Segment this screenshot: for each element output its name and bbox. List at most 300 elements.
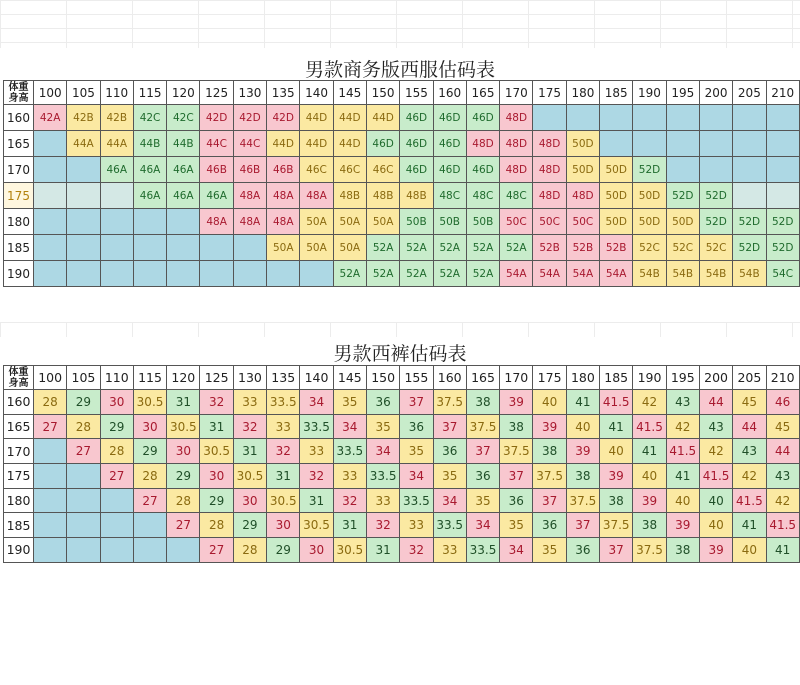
size-cell: 48D [533, 157, 566, 183]
size-cell: 41 [766, 538, 799, 563]
size-cell: 37.5 [433, 390, 466, 415]
size-cell: 39 [533, 414, 566, 439]
empty-cell [200, 261, 233, 287]
table-row [4, 390, 800, 415]
size-cell: 30.5 [300, 513, 333, 538]
size-cell: 41.5 [766, 513, 799, 538]
size-cell: 44D [267, 131, 300, 157]
size-cell: 30.5 [333, 538, 366, 563]
trousers-size-chart [3, 365, 800, 563]
size-cell: 48A [233, 209, 266, 235]
empty-cell [34, 488, 67, 513]
weight-column-header: 125 [200, 366, 233, 390]
size-cell: 33.5 [300, 414, 333, 439]
empty-cell [267, 261, 300, 287]
size-cell: 52D [666, 183, 699, 209]
size-cell: 31 [267, 464, 300, 489]
empty-cell [34, 183, 67, 209]
size-cell: 50D [600, 157, 633, 183]
size-cell: 37 [400, 390, 433, 415]
size-cell: 50D [633, 209, 666, 235]
size-cell: 34 [433, 488, 466, 513]
empty-cell [167, 209, 200, 235]
size-cell: 43 [699, 414, 732, 439]
size-cell: 52B [566, 235, 599, 261]
size-cell: 50D [566, 131, 599, 157]
empty-cell [34, 261, 67, 287]
size-cell: 34 [466, 513, 499, 538]
height-row-header: 180 [4, 488, 34, 513]
weight-column-header: 165 [466, 81, 499, 105]
size-cell: 50D [633, 183, 666, 209]
table-row [4, 209, 800, 235]
height-row-header: 190 [4, 538, 34, 563]
table-row [4, 513, 800, 538]
weight-column-header: 130 [233, 366, 266, 390]
size-cell: 52D [699, 209, 732, 235]
weight-column-header: 115 [133, 81, 166, 105]
size-cell: 46D [466, 157, 499, 183]
size-cell: 46A [133, 183, 166, 209]
size-cell: 37 [600, 538, 633, 563]
size-cell: 37 [433, 414, 466, 439]
size-cell: 41 [600, 414, 633, 439]
size-cell: 44D [366, 105, 399, 131]
empty-cell [34, 439, 67, 464]
spreadsheet-gridlines-middle [0, 322, 800, 337]
size-cell: 41.5 [600, 390, 633, 415]
empty-cell [67, 209, 100, 235]
size-cell: 36 [533, 513, 566, 538]
size-cell: 45 [733, 390, 766, 415]
empty-cell [167, 235, 200, 261]
size-cell: 32 [300, 464, 333, 489]
height-row-header: 180 [4, 209, 34, 235]
size-cell: 52A [500, 235, 533, 261]
size-cell: 41.5 [699, 464, 732, 489]
size-cell: 32 [366, 513, 399, 538]
empty-cell [200, 235, 233, 261]
size-cell: 32 [400, 538, 433, 563]
size-cell: 32 [267, 439, 300, 464]
size-cell: 42D [267, 105, 300, 131]
size-cell: 34 [500, 538, 533, 563]
size-cell: 34 [366, 439, 399, 464]
empty-cell [566, 105, 599, 131]
empty-cell [633, 105, 666, 131]
empty-cell [766, 183, 799, 209]
size-cell: 37.5 [566, 488, 599, 513]
size-cell: 50C [566, 209, 599, 235]
size-cell: 52C [699, 235, 732, 261]
size-cell: 33 [300, 439, 333, 464]
size-cell: 33.5 [267, 390, 300, 415]
size-cell: 54B [666, 261, 699, 287]
size-cell: 34 [300, 390, 333, 415]
suit-size-chart-title: 男款商务版西服估码表 [304, 59, 495, 81]
size-cell: 38 [566, 464, 599, 489]
empty-cell [167, 538, 200, 563]
size-cell: 48B [333, 183, 366, 209]
size-cell: 37.5 [533, 464, 566, 489]
size-cell: 44A [100, 131, 133, 157]
height-row-header: 170 [4, 157, 34, 183]
size-cell: 27 [200, 538, 233, 563]
weight-column-header: 190 [633, 81, 666, 105]
size-cell: 52D [733, 235, 766, 261]
size-cell: 37 [533, 488, 566, 513]
table-row [4, 488, 800, 513]
size-cell: 45 [766, 414, 799, 439]
empty-cell [167, 261, 200, 287]
size-cell: 37.5 [500, 439, 533, 464]
size-cell: 52C [666, 235, 699, 261]
height-row-header: 165 [4, 131, 34, 157]
size-cell: 30 [167, 439, 200, 464]
table-row [4, 538, 800, 563]
size-cell: 39 [633, 488, 666, 513]
size-cell: 30 [200, 464, 233, 489]
size-cell: 38 [600, 488, 633, 513]
size-cell: 48A [300, 183, 333, 209]
empty-cell [67, 538, 100, 563]
size-cell: 50A [366, 209, 399, 235]
weight-column-header: 160 [433, 81, 466, 105]
size-cell: 31 [366, 538, 399, 563]
size-cell: 48D [500, 105, 533, 131]
size-cell: 46A [167, 183, 200, 209]
size-cell: 31 [167, 390, 200, 415]
height-row-header: 175 [4, 183, 34, 209]
size-cell: 33 [333, 464, 366, 489]
empty-cell [699, 105, 732, 131]
size-cell: 46D [433, 131, 466, 157]
weight-column-header: 100 [34, 366, 67, 390]
size-cell: 52D [766, 209, 799, 235]
table-row [4, 464, 800, 489]
empty-cell [67, 183, 100, 209]
empty-cell [300, 261, 333, 287]
size-cell: 39 [600, 464, 633, 489]
size-cell: 46A [133, 157, 166, 183]
size-cell: 37.5 [600, 513, 633, 538]
empty-cell [100, 488, 133, 513]
weight-column-header: 135 [267, 366, 300, 390]
empty-cell [766, 105, 799, 131]
size-cell: 36 [433, 439, 466, 464]
size-cell: 48C [433, 183, 466, 209]
size-cell: 34 [333, 414, 366, 439]
size-cell: 52D [699, 183, 732, 209]
height-row-header: 185 [4, 235, 34, 261]
size-cell: 29 [100, 414, 133, 439]
size-cell: 50A [300, 209, 333, 235]
size-cell: 54A [600, 261, 633, 287]
empty-cell [100, 538, 133, 563]
size-cell: 43 [766, 464, 799, 489]
weight-axis-label: 体重 [8, 366, 29, 378]
size-cell: 28 [67, 414, 100, 439]
empty-cell [666, 157, 699, 183]
size-cell: 42 [633, 390, 666, 415]
empty-cell [34, 538, 67, 563]
size-cell: 30.5 [200, 439, 233, 464]
size-cell: 39 [566, 439, 599, 464]
weight-column-header: 175 [533, 366, 566, 390]
weight-column-header: 185 [600, 81, 633, 105]
weight-column-header: 135 [267, 81, 300, 105]
empty-cell [699, 131, 732, 157]
empty-cell [666, 105, 699, 131]
weight-column-header: 195 [666, 81, 699, 105]
size-cell: 35 [500, 513, 533, 538]
empty-cell [34, 235, 67, 261]
size-cell: 52A [333, 261, 366, 287]
weight-column-header: 190 [633, 366, 666, 390]
size-cell: 50D [600, 209, 633, 235]
size-cell: 52D [633, 157, 666, 183]
size-cell: 50A [300, 235, 333, 261]
size-cell: 42 [733, 464, 766, 489]
size-cell: 54A [533, 261, 566, 287]
size-cell: 48B [400, 183, 433, 209]
size-cell: 52A [366, 261, 399, 287]
empty-cell [133, 209, 166, 235]
size-cell: 44D [333, 105, 366, 131]
weight-column-header: 180 [566, 81, 599, 105]
empty-cell [733, 183, 766, 209]
size-cell: 50C [500, 209, 533, 235]
size-cell: 48A [233, 183, 266, 209]
weight-column-header: 125 [200, 81, 233, 105]
empty-cell [67, 261, 100, 287]
empty-cell [100, 209, 133, 235]
size-cell: 46D [366, 131, 399, 157]
size-cell: 30.5 [167, 414, 200, 439]
size-cell: 30 [100, 390, 133, 415]
empty-cell [34, 131, 67, 157]
size-cell: 28 [167, 488, 200, 513]
size-cell: 52C [633, 235, 666, 261]
trousers-size-chart-title: 男款西裤估码表 [333, 343, 467, 365]
size-cell: 35 [400, 439, 433, 464]
size-cell: 48C [500, 183, 533, 209]
height-row-header: 165 [4, 414, 34, 439]
size-cell: 50D [566, 157, 599, 183]
trousers-header-row [4, 366, 800, 390]
empty-cell [34, 513, 67, 538]
weight-column-header: 200 [699, 366, 732, 390]
size-cell: 48B [366, 183, 399, 209]
weight-column-header: 170 [500, 81, 533, 105]
size-cell: 40 [600, 439, 633, 464]
empty-cell [100, 261, 133, 287]
size-cell: 50C [533, 209, 566, 235]
size-cell: 52A [466, 261, 499, 287]
empty-cell [633, 131, 666, 157]
size-cell: 44B [133, 131, 166, 157]
size-cell: 27 [100, 464, 133, 489]
weight-column-header: 145 [333, 366, 366, 390]
size-cell: 29 [67, 390, 100, 415]
empty-cell [733, 105, 766, 131]
size-cell: 35 [333, 390, 366, 415]
size-cell: 43 [666, 390, 699, 415]
size-cell: 52D [766, 235, 799, 261]
size-cell: 31 [233, 439, 266, 464]
weight-column-header: 185 [600, 366, 633, 390]
size-cell: 35 [533, 538, 566, 563]
size-cell: 42C [133, 105, 166, 131]
size-cell: 37 [466, 439, 499, 464]
size-cell: 33.5 [333, 439, 366, 464]
size-cell: 43 [733, 439, 766, 464]
empty-cell [133, 261, 166, 287]
weight-column-header: 120 [167, 366, 200, 390]
size-cell: 46A [167, 157, 200, 183]
size-cell: 32 [233, 414, 266, 439]
size-cell: 41 [633, 439, 666, 464]
size-cell: 50A [333, 209, 366, 235]
weight-column-header: 200 [699, 81, 732, 105]
size-cell: 52B [533, 235, 566, 261]
size-cell: 40 [733, 538, 766, 563]
weight-column-header: 110 [100, 366, 133, 390]
size-cell: 54A [566, 261, 599, 287]
size-cell: 42D [200, 105, 233, 131]
size-cell: 40 [666, 488, 699, 513]
size-cell: 41 [733, 513, 766, 538]
size-cell: 52A [433, 235, 466, 261]
size-cell: 38 [633, 513, 666, 538]
weight-column-header: 100 [34, 81, 67, 105]
size-cell: 36 [366, 390, 399, 415]
size-cell: 50D [666, 209, 699, 235]
table-row [4, 157, 800, 183]
size-cell: 48D [500, 131, 533, 157]
size-cell: 37.5 [466, 414, 499, 439]
size-cell: 52B [600, 235, 633, 261]
size-cell: 40 [699, 488, 732, 513]
size-cell: 37 [566, 513, 599, 538]
weight-height-corner-cell [4, 366, 34, 390]
size-cell: 33 [366, 488, 399, 513]
size-cell: 48D [566, 183, 599, 209]
size-cell: 46B [233, 157, 266, 183]
empty-cell [67, 513, 100, 538]
empty-cell [100, 235, 133, 261]
size-cell: 44D [300, 105, 333, 131]
size-cell: 28 [34, 390, 67, 415]
table-row [4, 439, 800, 464]
size-cell: 30 [233, 488, 266, 513]
weight-column-header: 155 [400, 366, 433, 390]
size-cell: 36 [500, 488, 533, 513]
size-cell: 33 [433, 538, 466, 563]
empty-cell [67, 235, 100, 261]
size-cell: 33.5 [466, 538, 499, 563]
size-cell: 46D [400, 131, 433, 157]
empty-cell [600, 131, 633, 157]
size-cell: 46A [100, 157, 133, 183]
empty-cell [533, 105, 566, 131]
empty-cell [766, 157, 799, 183]
size-cell: 52A [400, 261, 433, 287]
size-cell: 42 [699, 439, 732, 464]
size-cell: 28 [233, 538, 266, 563]
weight-column-header: 160 [433, 366, 466, 390]
size-cell: 46B [267, 157, 300, 183]
size-cell: 31 [333, 513, 366, 538]
size-cell: 33.5 [366, 464, 399, 489]
weight-column-header: 165 [466, 366, 499, 390]
empty-cell [766, 131, 799, 157]
size-cell: 27 [167, 513, 200, 538]
empty-cell [34, 157, 67, 183]
size-cell: 44A [67, 131, 100, 157]
size-cell: 35 [433, 464, 466, 489]
size-cell: 48D [533, 183, 566, 209]
size-cell: 52A [433, 261, 466, 287]
size-cell: 27 [133, 488, 166, 513]
weight-axis-label: 体重 [8, 81, 29, 93]
size-cell: 46B [200, 157, 233, 183]
empty-cell [699, 157, 732, 183]
size-cell: 41 [566, 390, 599, 415]
size-cell: 30 [267, 513, 300, 538]
size-cell: 48D [533, 131, 566, 157]
size-cell: 46D [433, 105, 466, 131]
empty-cell [133, 235, 166, 261]
size-cell: 46A [200, 183, 233, 209]
size-cell: 33 [233, 390, 266, 415]
size-cell: 31 [300, 488, 333, 513]
size-cell: 39 [500, 390, 533, 415]
weight-height-corner-cell [4, 81, 34, 105]
empty-cell [100, 513, 133, 538]
size-cell: 42B [100, 105, 133, 131]
size-cell: 50B [400, 209, 433, 235]
size-cell: 34 [400, 464, 433, 489]
size-cell: 52A [366, 235, 399, 261]
size-cell: 50A [333, 235, 366, 261]
size-cell: 40 [566, 414, 599, 439]
size-cell: 44D [300, 131, 333, 157]
size-cell: 40 [699, 513, 732, 538]
size-cell: 35 [466, 488, 499, 513]
size-cell: 29 [267, 538, 300, 563]
weight-column-header: 210 [766, 366, 799, 390]
size-cell: 44B [167, 131, 200, 157]
weight-column-header: 210 [766, 81, 799, 105]
size-cell: 42 [766, 488, 799, 513]
size-cell: 38 [466, 390, 499, 415]
weight-column-header: 130 [233, 81, 266, 105]
size-cell: 37.5 [633, 538, 666, 563]
weight-column-header: 195 [666, 366, 699, 390]
weight-column-header: 145 [333, 81, 366, 105]
size-cell: 46C [366, 157, 399, 183]
size-cell: 52D [733, 209, 766, 235]
empty-cell [233, 261, 266, 287]
size-cell: 48A [200, 209, 233, 235]
size-cell: 50D [600, 183, 633, 209]
size-cell: 31 [200, 414, 233, 439]
weight-column-header: 205 [733, 81, 766, 105]
size-cell: 33.5 [400, 488, 433, 513]
empty-cell [34, 209, 67, 235]
size-cell: 30 [133, 414, 166, 439]
